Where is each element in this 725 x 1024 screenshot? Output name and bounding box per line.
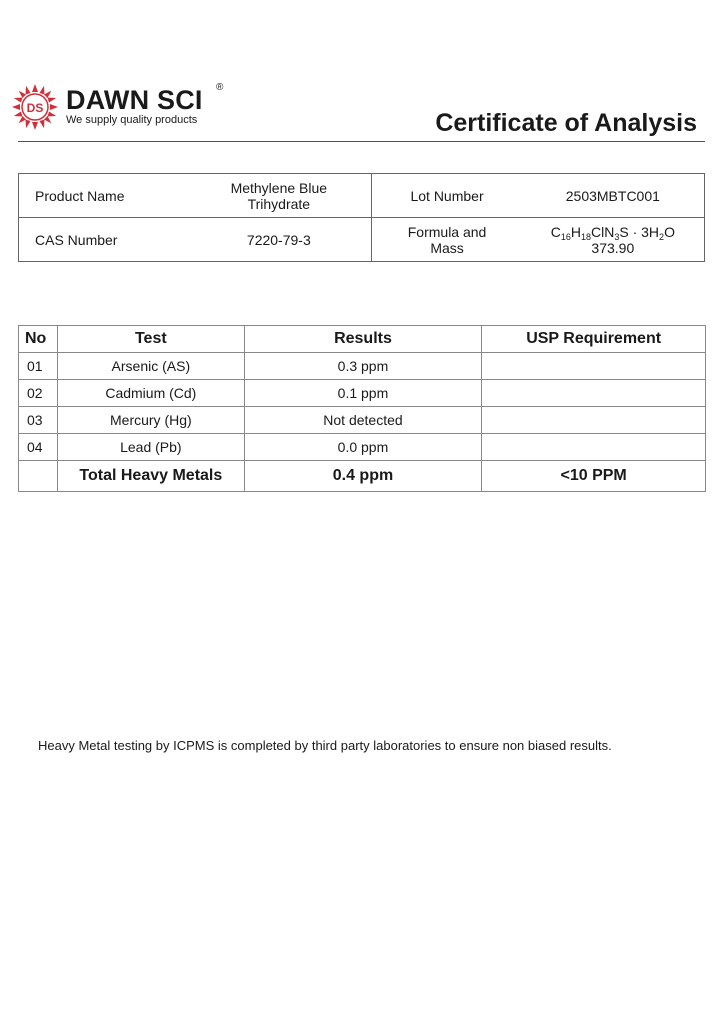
total-no [19, 461, 58, 492]
formula-part: H [570, 223, 581, 240]
row-no: 01 [19, 353, 58, 380]
product-name-label: Product Name [19, 174, 187, 218]
formula-subscript: 18 [580, 231, 591, 242]
formula-label-line2: Mass [430, 239, 464, 256]
product-name-line2: Trihydrate [247, 195, 311, 212]
formula-subscript: 2 [659, 231, 665, 242]
formula-mass-label [372, 218, 522, 262]
column-header-results: Results [244, 326, 482, 353]
info-row [19, 218, 705, 262]
total-heavy-metals-row [19, 461, 706, 492]
row-no: 03 [19, 407, 58, 434]
molecular-mass: 373.90 [591, 239, 635, 256]
product-name-value [186, 174, 372, 218]
row-requirement [482, 380, 706, 407]
row-no: 02 [19, 380, 58, 407]
row-result: 0.0 ppm [244, 434, 482, 461]
dawn-sci-logo-icon [12, 84, 58, 130]
cas-number-label: CAS Number [19, 218, 187, 262]
formula-part: O [664, 223, 675, 240]
table-row [19, 407, 706, 434]
logo-initials: DS [26, 101, 44, 115]
product-name-line1: Methylene Blue [230, 179, 328, 196]
formula-part: C [550, 223, 561, 240]
row-requirement [482, 407, 706, 434]
total-label: Total Heavy Metals [57, 461, 244, 492]
table-row [19, 434, 706, 461]
brand-tagline: We supply quality products [66, 114, 198, 126]
info-row [19, 174, 705, 218]
lot-number-value: 2503MBTC001 [522, 174, 705, 218]
formula-subscript: 3 [614, 231, 620, 242]
table-row [19, 353, 706, 380]
brand-name: DAWN SCI [66, 85, 203, 115]
row-no: 04 [19, 434, 58, 461]
formula-mass-value [522, 218, 705, 262]
row-result: Not detected [244, 407, 482, 434]
formula-part: ClN [591, 223, 615, 240]
column-header-test: Test [57, 326, 244, 353]
formula-part: S · 3H [619, 223, 660, 240]
row-test: Lead (Pb) [57, 434, 244, 461]
row-requirement [482, 353, 706, 380]
row-requirement [482, 434, 706, 461]
cas-number-value: 7220-79-3 [186, 218, 372, 262]
row-test: Mercury (Hg) [57, 407, 244, 434]
results-header-row [19, 326, 706, 353]
product-info-table [18, 173, 705, 262]
formula-label-line1: Formula and [407, 223, 487, 240]
column-header-no: No [19, 326, 58, 353]
formula-subscript: 16 [560, 231, 571, 242]
heavy-metals-results-table [18, 325, 706, 492]
table-row [19, 380, 706, 407]
document-title: Certificate of Analysis [435, 109, 697, 137]
total-result: 0.4 ppm [244, 461, 482, 492]
row-test: Cadmium (Cd) [57, 380, 244, 407]
header-divider [18, 141, 705, 142]
row-result: 0.3 ppm [244, 353, 482, 380]
lot-number-label: Lot Number [372, 174, 522, 218]
molecular-formula [530, 224, 696, 240]
column-header-usp-requirement: USP Requirement [482, 326, 706, 353]
row-result: 0.1 ppm [244, 380, 482, 407]
total-requirement: <10 PPM [482, 461, 706, 492]
row-test: Arsenic (AS) [57, 353, 244, 380]
testing-footnote: Heavy Metal testing by ICPMS is completed by third party laboratories to ensure non biased results. [38, 738, 612, 753]
registered-mark: ® [216, 82, 224, 93]
